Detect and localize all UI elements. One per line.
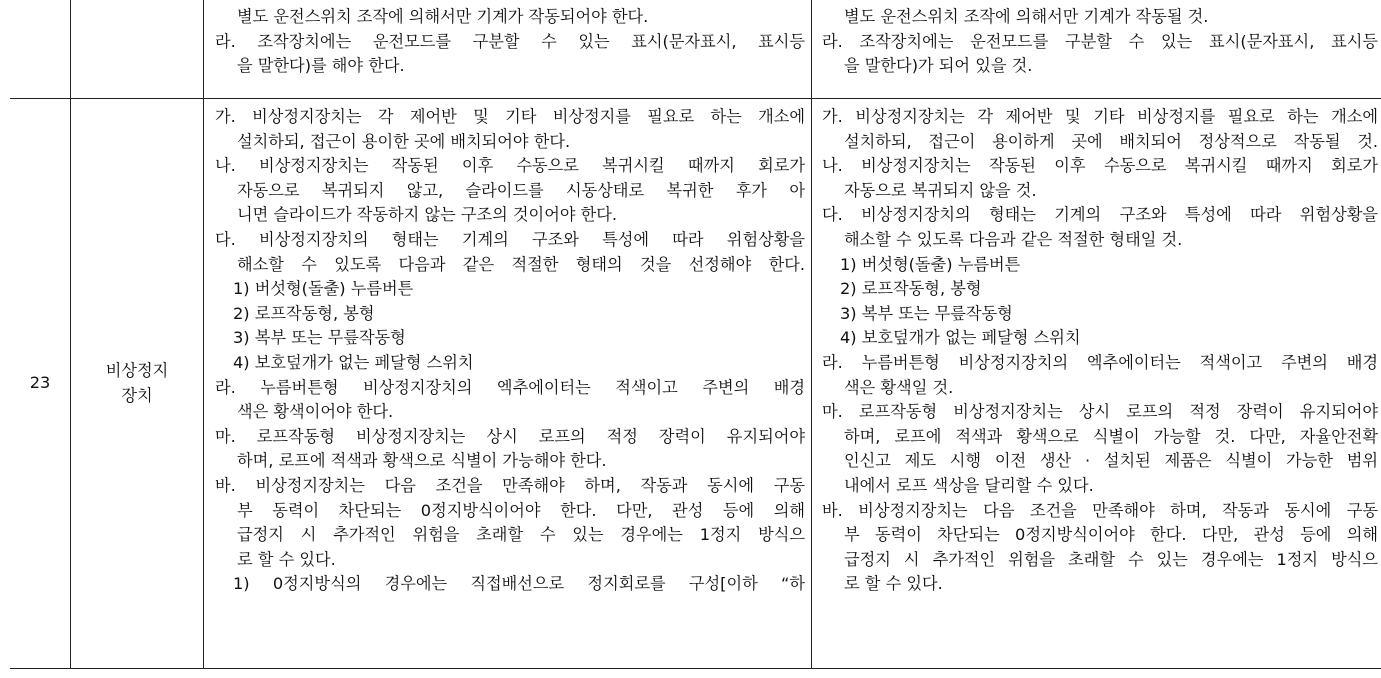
text-line: 4) 보호덮개가 없는 페달형 스위치 — [233, 352, 474, 372]
text-line: 마. 로프작동형 비상정지장치는 상시 로프의 적정 장력이 유지되어야 — [822, 402, 1378, 422]
text-line: 자동으로 복귀되지 않을 것. — [844, 180, 1037, 200]
text-line: 3) 복부 또는 무릎작동형 — [233, 328, 406, 348]
item-name-line-1: 비상정지 — [105, 360, 169, 380]
item-name-cell — [71, 0, 204, 99]
text-line: 부 동력이 차단되는 0정지방식이어야 한다. 다만, 관성 등에 의해 — [844, 525, 1378, 545]
text-line: 나. 비상정지장치는 작동된 이후 수동으로 복귀시킬 때까지 회로가 — [822, 156, 1378, 176]
regulation-text — [215, 5, 805, 79]
text-line: 가. 비상정지장치는 각 제어반 및 기타 비상정지를 필요로 하는 개소에 — [215, 107, 805, 126]
text-line: 라. 누름버튼형 비상정지장치의 엑추에이터는 적색이고 주변의 배경 — [215, 377, 805, 397]
text-line: 로 할 수 있다. — [844, 574, 943, 594]
text-line: 4) 보호덮개가 없는 페달형 스위치 — [840, 328, 1081, 348]
item-number: 23 — [29, 373, 51, 393]
text-line: 해소할 수 있도록 다음과 같은 적절한 형태일 것. — [844, 229, 1183, 249]
text-line: 로 할 수 있다. — [237, 549, 336, 569]
standard-text-cell — [812, 0, 1381, 99]
text-line: 라. 조작장치에는 운전모드를 구분할 수 있는 표시(문자표시, 표시등 — [822, 31, 1378, 51]
text-line: 니면 슬라이드가 작동하지 않는 구조의 것이어야 한다. — [237, 205, 618, 225]
text-line: 부 동력이 차단되는 0정지방식이어야 한다. 다만, 관성 등에 의해 — [237, 500, 805, 520]
item-number-cell — [10, 0, 71, 99]
text-line: 1) 0정지방식의 경우에는 직접배선으로 정지회로를 구성[이하 “하 — [233, 574, 805, 594]
item-number-cell — [10, 99, 71, 669]
text-line: 2) 로프작동형, 봉형 — [840, 279, 982, 299]
text-line: 나. 비상정지장치는 작동된 이후 수동으로 복귀시킬 때까지 회로가 — [215, 156, 805, 176]
text-line: 라. 누름버튼형 비상정지장치의 엑추에이터는 적색이고 주변의 배경 — [822, 352, 1378, 372]
text-line: 2) 로프작동형, 봉형 — [233, 303, 375, 323]
text-line: 설치하되, 접근이 용이한 곳에 배치되어야 한다. — [237, 131, 571, 151]
regulation-text — [215, 105, 805, 597]
standard-text — [822, 105, 1378, 597]
regulation-text-cell — [204, 99, 812, 669]
text-line: 바. 비상정지장치는 다음 조건을 만족해야 하며, 작동과 동시에 구동 — [215, 475, 805, 495]
text-line: 라. 조작장치에는 운전모드를 구분할 수 있는 표시(문자표시, 표시등 — [215, 31, 805, 51]
text-line: 을 말한다)가 되어 있을 것. — [844, 56, 1033, 76]
text-line: 급정지 시 추가적인 위험을 초래할 수 있는 경우에는 1정지 방식으 — [844, 549, 1378, 569]
text-line: 인신고 제도 시행 이전 생산 · 설치된 제품은 식별이 가능한 범위 — [844, 451, 1378, 471]
text-line: 다. 비상정지장치의 형태는 기계의 구조와 특성에 따라 위험상황을 — [215, 229, 805, 249]
text-line: 마. 로프작동형 비상정지장치는 상시 로프의 적정 장력이 유지되어야 — [215, 426, 805, 446]
text-line: 1) 버섯형(돌출) 누름버튼 — [840, 254, 1021, 274]
text-line: 색은 황색이어야 한다. — [237, 402, 394, 422]
text-line: 하며, 로프에 적색과 황색으로 식별이 가능할 것. 다만, 자율안전확 — [844, 426, 1378, 446]
regulation-comparison-table — [10, 0, 1381, 669]
text-line: 자동으로 복귀되지 않고, 슬라이드를 시동상태로 복귀한 후가 아 — [237, 180, 805, 200]
table-row-emergency-stop — [10, 99, 1381, 669]
text-line: 바. 비상정지장치는 다음 조건을 만족해야 하며, 작동과 동시에 구동 — [822, 500, 1378, 520]
text-line: 별도 운전스위치 조작에 의해서만 기계가 작동되어야 한다. — [237, 7, 649, 26]
standard-text — [822, 5, 1378, 79]
text-line: 다. 비상정지장치의 형태는 기계의 구조와 특성에 따라 위험상황을 — [822, 205, 1378, 225]
text-line: 3) 복부 또는 무릎작동형 — [840, 303, 1013, 323]
text-line: 급정지 시 추가적인 위험을 초래할 수 있는 경우에는 1정지 방식으 — [237, 525, 805, 545]
text-line: 가. 비상정지장치는 각 제어반 및 기타 비상정지를 필요로 하는 개소에 — [822, 107, 1378, 126]
regulation-text-cell — [204, 0, 812, 99]
text-line: 하며, 로프에 적색과 황색으로 식별이 가능해야 한다. — [237, 451, 607, 471]
item-name-line-2: 장치 — [121, 385, 153, 405]
item-name-cell — [71, 99, 204, 669]
table-row-previous — [10, 0, 1381, 99]
text-line: 해소할 수 있도록 다음과 같은 적절한 형태의 것을 선정해야 한다. — [237, 254, 805, 274]
text-line: 설치하되, 접근이 용이하게 곳에 배치되어 정상적으로 작동될 것. — [844, 131, 1378, 151]
text-line: 별도 운전스위치 조작에 의해서만 기계가 작동될 것. — [844, 7, 1209, 26]
text-line: 내에서 로프 색상을 달리할 수 있다. — [844, 475, 1094, 495]
text-line: 색은 황색일 것. — [844, 377, 954, 397]
text-line: 을 말한다)를 해야 한다. — [237, 56, 405, 76]
text-line: 1) 버섯형(돌출) 누름버튼 — [233, 279, 414, 299]
standard-text-cell — [812, 99, 1381, 669]
